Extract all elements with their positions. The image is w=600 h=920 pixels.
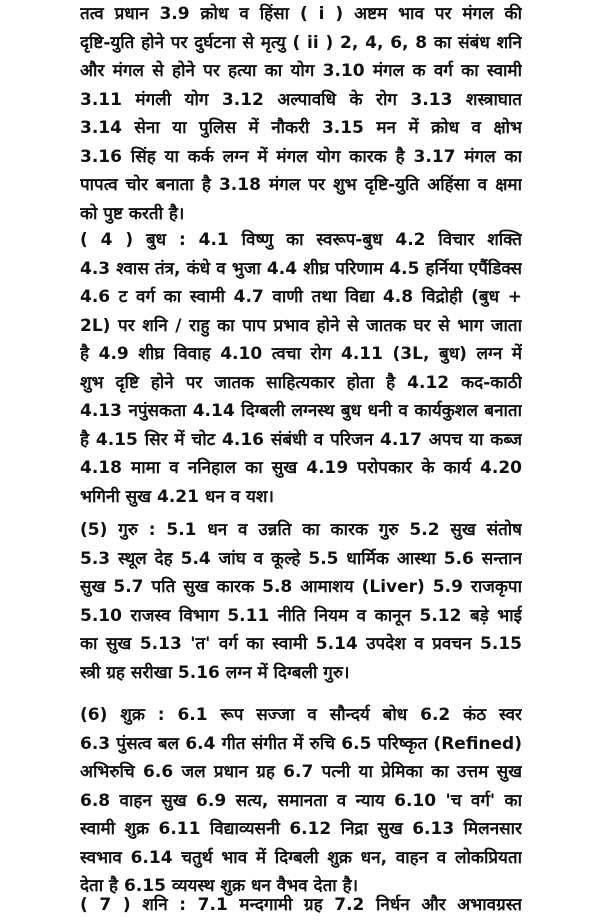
text-line: 3.16 सिंह या कर्क लग्न में मंगल योग कारक है 3.17 मंगल का [80, 146, 522, 167]
text-line: है 4.9 शीघ्र विवाह 4.10 त्वचा रोग 4.11 (3L, बुध) लग्न में [80, 344, 522, 364]
paragraph-budh [80, 226, 522, 511]
text-line: स्त्री ग्रह सरीखा 5.16 लग्न में दिग्बली गुरु। [80, 662, 350, 683]
text-line: पापत्व चोर बनाता है 3.18 मंगल पर शुभ दृष्टि-युति अहिंसा व क्षमा [80, 175, 522, 195]
text-line: 5.10 राजस्व विभाग 5.11 नीति नियम व कानून 5.12 बड़े भाई [80, 605, 522, 626]
text-line: (6) शुक्र : 6.1 रूप सज्जा व सौन्दर्य बोध 6.2 कंठ स्वर [80, 705, 522, 725]
text-line: 4.18 मामा व ननिहाल का सुख 4.19 परोपकार के कार्य 4.20 [80, 458, 522, 478]
text-line: ( 7 ) शनि : 7.1 मन्दगामी ग्रह 7.2 निर्धन और अभावग्रस्त [80, 895, 522, 915]
text-line: 4.3 श्वास तंत्र, कंधे व भुजा 4.4 शीघ्र परिणाम 4.5 हर्निया एपैंडिक्स [80, 258, 522, 279]
text-line: 6.8 वाहन सुख 6.9 सत्य, समानता व न्याय 6.10 'च वर्ग' का [80, 790, 522, 811]
text-line: भगिनी सुख 4.21 धन व यश। [80, 486, 274, 507]
paragraph-shani [80, 891, 522, 920]
text-line: देता है 6.15 व्ययस्थ शुक्र धन वैभव देता है। [80, 876, 359, 896]
text-line: तत्व प्रधान 3.9 क्रोध व हिंसा ( i ) अष्टम भाव पर मंगल की [80, 4, 522, 24]
text-line: 3.14 सेना या पुलिस में नौकरी 3.15 मन में क्रोध व क्षोभ [80, 118, 522, 138]
text-line: 4.6 ट वर्ग का स्वामी 4.7 वाणी तथा विद्या 4.8 विद्रोही (बुध + [80, 287, 522, 307]
text-line: 5.3 स्थूल देह 5.4 जांघ व कूल्हे 5.5 धार्मिक आस्था 5.6 सन्तान [80, 548, 522, 569]
paragraph-guru [80, 516, 522, 687]
text-line: और मंगल से होने पर हत्या का योग 3.10 मंगल क वर्ग का स्वामी [80, 61, 522, 81]
paragraph-shukra [80, 701, 522, 901]
text-line: दृष्टि-युति होने पर दुर्घटना से मृत्यु ( ii ) 2, 4, 6, 8 का संबंध शनि [80, 32, 522, 53]
text-line: 2L) पर शनि / राहु का पाप प्रभाव होने से जातक घर से भाग जाता [80, 315, 522, 336]
text-line: स्वभाव 6.14 चतुर्थ भाव में दिग्बली शुक्र धन, वाहन व लोकप्रियता [80, 847, 522, 868]
text-line: 3.11 मंगली योग 3.12 अल्पावधि के रोग 3.13 शस्त्राघात [80, 89, 522, 110]
text-line: 6.3 पुंसत्व बल 6.4 गीत संगीत में रुचि 6.5 परिष्कृत (Refined) [80, 733, 522, 754]
text-line: शुभ दृष्टि होने पर जातक साहित्यकार होता है 4.12 कद-काठी [80, 372, 522, 393]
text-line: 4.13 नपुंसकता 4.14 दिग्बली लग्नस्थ बुध धनी व कार्यकुशल बनाता [80, 401, 522, 421]
text-line: सुख 5.7 पति सुख कारक 5.8 आमाशय (Liver) 5.9 राजकृपा [80, 577, 522, 597]
paragraph-mangal-continued [80, 0, 522, 228]
text-line: को पुष्ट करती है। [80, 203, 185, 224]
text-line: है 4.15 सिर में चोट 4.16 संबंधी व परिजन 4.17 अपच या कब्ज [80, 429, 522, 450]
text-line: (5) गुरु : 5.1 धन व उन्नति का कारक गुरु 5.2 सुख संतोष [80, 520, 522, 540]
text-line: अभिरुचि 6.6 जल प्रधान ग्रह 6.7 पत्नी या प्रेमिका का उत्तम सुख [80, 762, 522, 782]
text-line: ( 4 ) बुध : 4.1 विष्णु का स्वरूप-बुध 4.2 विचार शक्ति [80, 230, 522, 250]
text-line: स्वामी शुक्र 6.11 विद्याव्यसनी 6.12 निद्रा सुख 6.13 मिलनसार [80, 819, 522, 839]
text-line: का सुख 5.13 'त' वर्ग का स्वामी 5.14 उपदेश व प्रवचन 5.15 [80, 634, 522, 654]
